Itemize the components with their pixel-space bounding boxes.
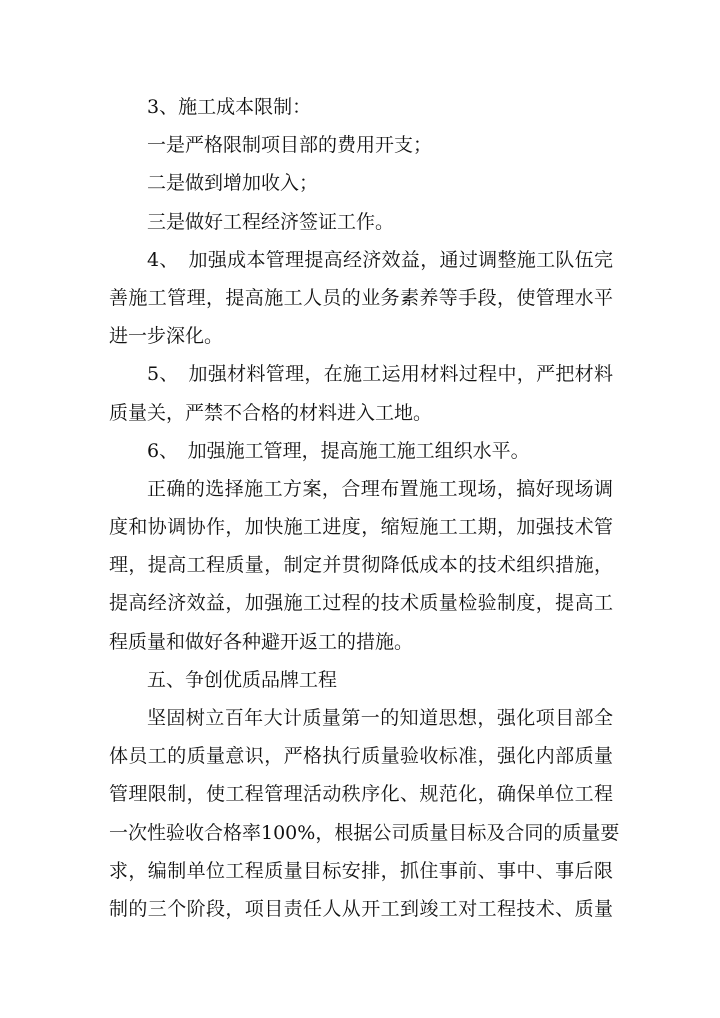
document-page [109,88,620,928]
text-line: 提高经济效益，加强施工过程的技术质量检验制度，提高工 [109,592,613,615]
text-line: 善施工管理，提高施工人员的业务素养等手段，使管理水平 [109,286,613,309]
text-line: 4、 加强成本管理提高经济效益，通过调整施工队伍完 [147,248,613,271]
text-line: 5、 加强材料管理，在施工运用材料过程中，严把材料 [147,363,613,386]
text-line: 二是做到增加收入； [147,172,319,195]
text-line: 制的三个阶段，项目责任人从开工到竣工对工程技术、质量 [109,897,613,920]
text-line: 求，编制单位工程质量目标安排，抓住事前、事中、事后限 [109,859,613,882]
text-line: 三是做好工程经济签证工作。 [147,210,395,233]
text-line: 6、 加强施工管理，提高施工施工组织水平。 [147,439,530,462]
section-heading: 五、争创优质品牌工程 [147,668,338,691]
text-line: 体员工的质量意识，严格执行质量验收标准，强化内部质量 [109,745,613,768]
text-line: 管理限制，使工程管理活动秩序化、规范化，确保单位工程 [109,783,613,806]
text-line: 一次性验收合格率100%，根据公司质量目标及合同的质量要 [109,821,620,844]
text-line: 质量关，严禁不合格的材料进入工地。 [109,401,433,424]
text-line: 正确的选择施工方案，合理布置施工现场，搞好现场调 [147,477,613,500]
text-line: 进一步深化。 [109,325,224,348]
text-line: 度和协调协作，加快施工进度，缩短施工工期，加强技术管 [109,516,613,539]
text-line: 3、施工成本限制： [147,96,312,118]
text-line: 程质量和做好各种避开返工的措施。 [109,630,414,653]
text-line: 理，提高工程质量，制定并贯彻降低成本的技术组织措施， [109,554,613,577]
text-line: 一是严格限制项目部的费用开支； [147,134,433,157]
text-line: 坚固树立百年大计质量第一的知道思想，强化项目部全 [147,707,613,729]
